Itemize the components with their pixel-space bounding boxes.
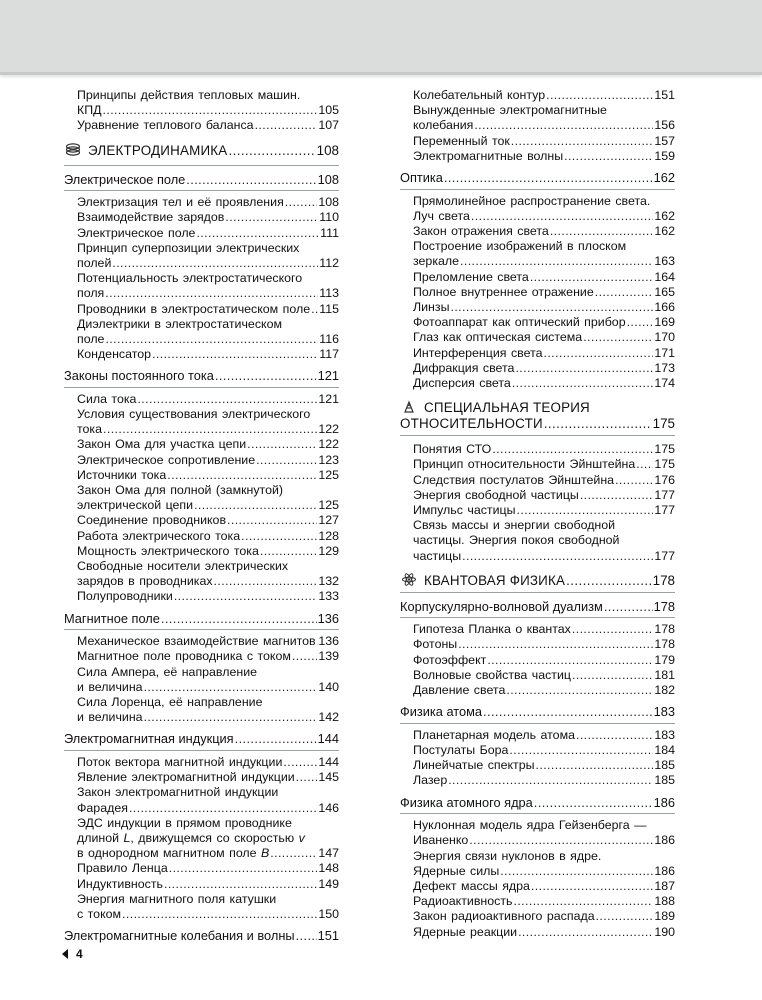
toc-entry[interactable]: Сила Лоренца, её направление и величина ..... 142 (77, 695, 339, 725)
toc-entry[interactable]: Глаз как оптическая система ..... 170 (413, 330, 675, 345)
toc-entry[interactable]: Ядерные реакции ..... 190 (413, 925, 675, 940)
toc-entry[interactable]: Построение изображений в плоском зеркале ..... 163 (413, 239, 675, 269)
toc-entry[interactable]: Преломление света ..... 164 (413, 270, 675, 285)
toc-entry[interactable]: Сила тока ..... 121 (77, 392, 339, 407)
toc-entry[interactable]: Принцип относительности Эйнштейна ..... 175 (413, 457, 675, 472)
toc-entry[interactable]: Колебательный контур ..... 151 (413, 88, 675, 103)
toc-entry[interactable]: Закон Ома для участка цепи ..... 122 (77, 437, 339, 452)
toc-entry[interactable]: Источники тока ..... 125 (77, 468, 339, 483)
section-heading-relativity[interactable]: СПЕЦИАЛЬНАЯ ТЕОРИЯ ОТНОСИТЕЛЬНОСТИ ..... 175 (400, 399, 675, 436)
toc-entry[interactable]: Электромагнитные волны ..... 159 (413, 149, 675, 164)
topic-heading[interactable]: Электромагнитная индукция ..... 144 (64, 731, 339, 751)
toc-entry[interactable]: Ядерные силы ..... 186 (413, 864, 675, 879)
topic-heading[interactable]: Электрическое поле ..... 108 (64, 172, 339, 192)
toc-entry[interactable]: Потенциальность электростатического поля ..... 113 (77, 271, 339, 301)
topic-heading[interactable]: Электромагнитные колебания и волны ..... 151 (64, 928, 339, 947)
toc-entry[interactable]: Связь массы и энергии свободной частицы. Энергия покоя свободной частицы ..... 177 (413, 518, 675, 564)
toc-entry[interactable]: Механическое взаимодействие магнитов ..... 136 (77, 634, 339, 649)
toc-entry[interactable]: Линейчатые спектры ..... 185 (413, 758, 675, 773)
section-heading-quantum[interactable]: КВАНТОВАЯ ФИЗИКА ..... 178 (400, 572, 675, 593)
toc-entry[interactable]: Понятия СТО ..... 175 (413, 442, 675, 457)
toc-entry[interactable]: Принцип суперпозиции электрических полей ..... 112 (77, 241, 339, 271)
toc-entry[interactable]: Радиоактивность ..... 188 (413, 894, 675, 909)
topic-heading[interactable]: Физика атома ..... 183 (400, 704, 675, 724)
relativity-icon (400, 400, 418, 413)
toc-entry[interactable]: Проводники в электростатическом поле ..... 115 (77, 302, 339, 317)
toc-entry[interactable]: Нуклонная модель ядра Гейзенберга — Иваненко ..... 186 (413, 818, 675, 848)
toc-entry[interactable]: Дифракция света ..... 173 (413, 361, 675, 376)
toc-right-column (400, 88, 675, 940)
toc-entry[interactable]: Гипотеза Планка о квантах ..... 178 (413, 622, 675, 637)
toc-entry[interactable]: Закон отражения света ..... 162 (413, 224, 675, 239)
topic-heading[interactable]: Оптика ..... 162 (400, 170, 675, 190)
toc-entry[interactable]: Конденсатор ..... 117 (77, 347, 339, 362)
page-number: 4 (76, 947, 83, 961)
toc-entry[interactable]: Магнитное поле проводника с током ..... 139 (77, 649, 339, 664)
page-footer (62, 947, 83, 961)
toc-entry[interactable]: Прямолинейное распространение света. Луч света ..... 162 (413, 194, 675, 224)
toc-entry[interactable]: Закон Ома для полной (замкнутой) электрической цепи ..... 125 (77, 483, 339, 513)
topic-heading[interactable]: Физика атомного ядра ..... 186 (400, 795, 675, 815)
toc-entry[interactable]: Индуктивность ..... 149 (77, 877, 339, 892)
toc-entry[interactable]: Условия существования электрического тока ..... 122 (77, 407, 339, 437)
topic-heading[interactable]: Магнитное поле ..... 136 (64, 611, 339, 631)
toc-entry[interactable]: Соединение проводников ..... 127 (77, 513, 339, 528)
toc-entry[interactable]: Явление электромагнитной индукции ..... 145 (77, 770, 339, 785)
toc-entry[interactable]: Фотоэффект ..... 179 (413, 653, 675, 668)
toc-entry[interactable]: Дисперсия света ..... 174 (413, 376, 675, 391)
toc-entry[interactable]: Электрическое поле ..... 111 (77, 226, 339, 241)
toc-entry[interactable]: Энергия магнитного поля катушки с током ..... 150 (77, 892, 339, 922)
toc-entry[interactable]: Планетарная модель атома ..... 183 (413, 728, 675, 743)
toc-entry[interactable]: Диэлектрики в электростатическом поле ..... 116 (77, 317, 339, 347)
toc-entry[interactable]: Энергия связи нуклонов в ядре. (413, 848, 602, 863)
toc-entry[interactable]: Линзы ..... 166 (413, 300, 675, 315)
toc-entry[interactable]: ЭДС индукции в прямом проводнике длиной L, движущемся со скоростью v в однородном магнитном поле B ..... 147 (77, 816, 339, 862)
toc-entry[interactable]: Закон радиоактивного распада ..... 189 (413, 909, 675, 924)
toc-entry[interactable]: Следствия постулатов Эйнштейна ..... 176 (413, 473, 675, 488)
toc-entry[interactable]: Импульс частицы ..... 177 (413, 503, 675, 518)
toc-entry[interactable]: Энергия свободной частицы ..... 177 (413, 488, 675, 503)
divider (64, 165, 339, 166)
top-header-band (0, 0, 762, 75)
toc-entry[interactable]: Принципы действия тепловых машин. КПД ..... 105 (77, 88, 339, 118)
toc-entry[interactable]: Давление света ..... 182 (413, 683, 675, 698)
toc-entry[interactable]: Полное внутреннее отражение ..... 165 (413, 285, 675, 300)
toc-entry[interactable]: Поток вектора магнитной индукции ..... 144 (77, 755, 339, 770)
section-heading-electrodynamics[interactable]: ЭЛЕКТРОДИНАМИКА ..... 108 (64, 142, 339, 161)
toc-entry[interactable]: Уравнение теплового баланса ..... 107 (77, 118, 339, 133)
toc-entry[interactable]: Волновые свойства частиц ..... 181 (413, 668, 675, 683)
toc-entry[interactable]: Свободные носители электрических зарядов в проводниках ..... 132 (77, 559, 339, 589)
toc-entry[interactable]: Вынужденные электромагнитные колебания ..... 156 (413, 103, 675, 133)
toc-entry[interactable]: Правило Ленца ..... 148 (77, 861, 339, 876)
toc-entry[interactable]: Закон электромагнитной индукции Фарадея ..... 146 (77, 785, 339, 815)
page-marker-icon (62, 949, 68, 959)
toc-entry[interactable]: Постулаты Бора ..... 184 (413, 743, 675, 758)
toc-left-column (64, 88, 339, 951)
toc-entry[interactable]: Дефект массы ядра ..... 187 (413, 879, 675, 894)
toc-entry[interactable]: Фотоаппарат как оптический прибор ..... 169 (413, 315, 675, 330)
toc-entry[interactable]: Сила Ампера, её направление и величина ..... 140 (77, 665, 339, 695)
toc-entry[interactable]: Переменный ток ..... 157 (413, 134, 675, 149)
toc-entry[interactable]: Электризация тел и её проявления ..... 108 (77, 195, 339, 210)
toc-entry[interactable]: Лазер ..... 185 (413, 773, 675, 788)
toc-entry[interactable]: Мощность электрического тока ..... 129 (77, 544, 339, 559)
toc-entry[interactable]: Взаимодействие зарядов ..... 110 (77, 210, 339, 225)
topic-heading[interactable]: Корпускулярно-волновой дуализм ..... 178 (400, 599, 675, 619)
toc-entry[interactable]: Электрическое сопротивление ..... 123 (77, 453, 339, 468)
topic-heading[interactable]: Законы постоянного тока ..... 121 (64, 368, 339, 388)
magnet-icon (64, 143, 82, 156)
toc-entry[interactable]: Работа электрического тока ..... 128 (77, 529, 339, 544)
atom-icon (400, 573, 418, 586)
toc-entry[interactable]: Фотоны ..... 178 (413, 637, 675, 652)
toc-entry[interactable]: Интерференция света ..... 171 (413, 346, 675, 361)
toc-entry[interactable]: Полупроводники ..... 133 (77, 589, 339, 604)
